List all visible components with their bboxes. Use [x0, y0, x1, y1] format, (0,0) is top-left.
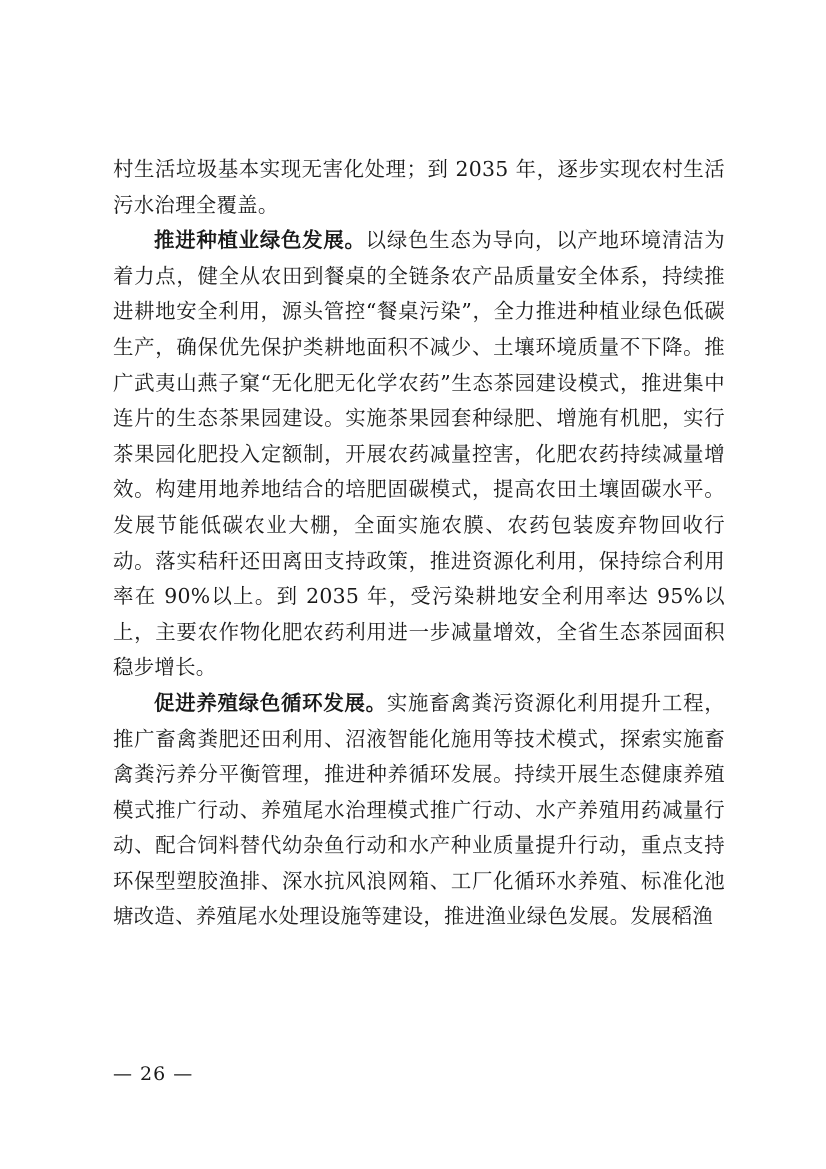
- document-body: [113, 152, 725, 935]
- page-number: — 26 —: [113, 1063, 194, 1085]
- paragraph-heading: 推进种植业绿色发展。: [154, 228, 366, 253]
- paragraph-text: 村生活垃圾基本实现无害化处理；到 2035 年，逐步实现农村生活污水治理全覆盖。: [113, 157, 725, 217]
- paragraph-heading: 促进养殖绿色循环发展。: [154, 690, 387, 715]
- paragraph-planting-green-development: [113, 223, 725, 686]
- paragraph-continuation: [113, 152, 725, 223]
- paragraph-text: 以绿色生态为导向，以产地环境清洁为着力点，健全从农田到餐桌的全链条农产品质量安全体系，持续推进耕地安全利用，源头管控“餐桌污染”，全力推进种植业绿色低碳生产，确保优先保护类耕地面积不减少、土壤环境质量不下降。推广武夷山燕子窠“无化肥无化学农药”生态茶园建设模式，推进集中连片的生态茶果园建设。实施茶果园套种绿肥、增施有机肥，实行茶果园化肥投入定额制，开展农药减量控害，化肥农药持续减量增效。构建用地养地结合的培肥固碳模式，提高农田土壤固碳水平。发展节能低碳农业大棚，全面实施农膜、农药包装废弃物回收行动。落实秸秆还田离田支持政策，推进资源化利用，保持综合利用率在 90%以上。到 2035 年，受污染耕地安全利用率达 95%以上，主要农作物化肥农药利用进一步减量增效，全省生态茶园面积稳步增长。: [113, 228, 725, 680]
- paragraph-breeding-green-circular-development: [113, 686, 725, 935]
- paragraph-text: 实施畜禽粪污资源化利用提升工程，推广畜禽粪肥还田利用、沼液智能化施用等技术模式，探索实施畜禽粪污养分平衡管理，推进种养循环发展。持续开展生态健康养殖模式推广行动、养殖尾水治理模式推广行动、水产养殖用药减量行动、配合饲料替代幼杂鱼行动和水产种业质量提升行动，重点支持环保型塑胶渔排、深水抗风浪网箱、工厂化循环水养殖、标准化池塘改造、养殖尾水处理设施等建设，推进渔业绿色发展。发展稻渔: [113, 690, 725, 929]
